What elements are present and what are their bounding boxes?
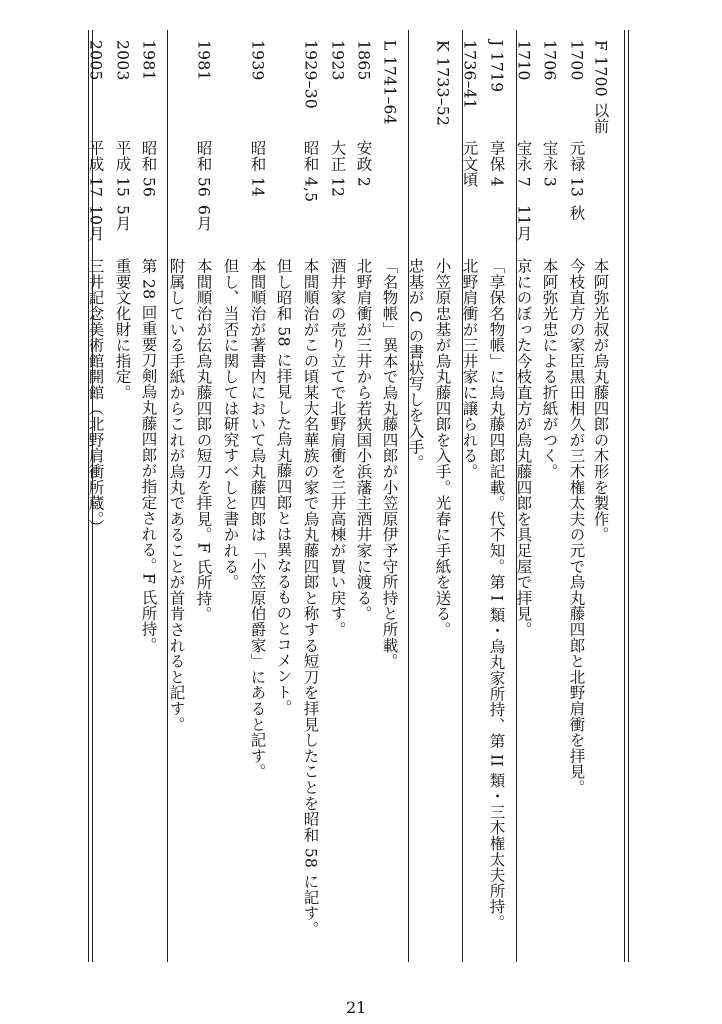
year-cell: K 1733–52 xyxy=(433,40,452,127)
event-text: 忠基が C の書状写しを入手。 xyxy=(406,258,425,471)
month-cell: 秋 xyxy=(567,205,586,221)
year-cell: L 1741–64 xyxy=(380,40,399,125)
era-cell: 享保 4 xyxy=(487,140,506,187)
event-text: 京にのぼった今枝直方が烏丸藤四郎を具足屋で拝見。 xyxy=(514,258,533,638)
event-text: 但し昭和 58 に拝見した烏丸藤四郎とは異なるものとコメント。 xyxy=(274,258,293,716)
year-cell: 2005 xyxy=(86,40,105,81)
era-cell: 宝永 3 xyxy=(540,140,559,187)
event-text: 重要文化財に指定。 xyxy=(113,258,132,401)
year-cell: 1981 xyxy=(139,40,158,81)
year-cell: 1865 xyxy=(354,40,373,81)
year-cell: 1939 xyxy=(248,40,267,81)
event-text: 本間順治が伝烏丸藤四郎の短刀を拝見。F 氏所持。 xyxy=(194,258,213,622)
event-text: 今枝直方の家臣黒田相久が三木権太夫の元で烏丸藤四郎と北野肩衝を拝見。 xyxy=(567,258,586,796)
event-text: 「名物帳」異本で烏丸藤四郎が小笠原伊予守所持と所載。 xyxy=(380,258,399,669)
year-cell: 1700 xyxy=(567,40,586,81)
page-number: 21 xyxy=(346,998,367,1017)
era-cell: 元禄 13 xyxy=(567,140,586,198)
era-cell: 昭和 56 xyxy=(139,140,158,198)
year-cell: 1710 xyxy=(514,40,533,81)
month-cell: 10月 xyxy=(86,205,105,242)
event-text: 本阿弥光忠による折紙がつく。 xyxy=(540,258,559,480)
era-cell: 宝永 7 xyxy=(514,140,533,187)
era-cell: 平成 17 xyxy=(86,140,105,198)
era-cell: 安政 2 xyxy=(354,140,373,187)
event-text: 但し、当否に関しては研究すべしと書かれる。 xyxy=(221,258,240,590)
event-text: 酒井家の売り立てで北野肩衝を三井高棟が買い戻す。 xyxy=(328,258,347,638)
month-cell: 5月 xyxy=(113,205,132,231)
event-text: 北野肩衝が三井家に譲られる。 xyxy=(460,258,479,480)
top-rule-outer xyxy=(628,30,629,962)
era-cell: 昭和 4,5 xyxy=(301,140,320,203)
event-text: 三井記念美術館開館（北野肩衝所蔵。） xyxy=(86,258,105,535)
month-cell: 11月 xyxy=(514,205,533,242)
event-text: 附属している手紙からこれが烏丸であることが首肯されると記す。 xyxy=(167,258,186,732)
year-cell: 1736–41 xyxy=(460,40,479,110)
event-text: 本阿弥光叔が烏丸藤四郎の木形を製作。 xyxy=(591,258,610,543)
era-cell: 元文頃 xyxy=(460,140,479,188)
separator-L xyxy=(408,30,409,962)
era-cell: 昭和 14 xyxy=(248,140,267,198)
event-text: 第 28 回重要刀剣烏丸藤四郎が指定される。F 氏所持。 xyxy=(139,258,158,653)
event-text: 小笠原忠基が烏丸藤四郎を入手。光春に手紙を送る。 xyxy=(433,258,452,638)
year-cell: 1981 xyxy=(194,40,213,81)
year-cell: 1706 xyxy=(540,40,559,81)
year-cell: F 1700 以前 xyxy=(591,40,610,134)
year-cell: 1929–30 xyxy=(301,40,320,110)
era-cell: 平成 15 xyxy=(113,140,132,198)
era-cell: 大正 12 xyxy=(328,140,347,198)
year-cell: 2003 xyxy=(113,40,132,81)
event-text: 「享保名物帳」に烏丸藤四郎記載。代不知。第 I 類・烏丸家所持、第 II 類・三木権太夫所持。 xyxy=(487,258,506,931)
era-cell: 昭和 56 xyxy=(194,140,213,198)
event-text: 本間順治が著書内において烏丸藤四郎は「小笠原伯爵家」にあると記す。 xyxy=(248,258,267,780)
year-cell: J 1719 xyxy=(487,40,506,93)
event-text: 本間順治がこの頃某大名華族の家で烏丸藤四郎と称する短刀を拝見したことを昭和 58 に記す。 xyxy=(301,258,320,937)
top-rule-inner xyxy=(624,30,625,962)
year-cell: 1923 xyxy=(328,40,347,81)
month-cell: 6月 xyxy=(194,205,213,231)
event-text: 北野肩衝が三井から若狭国小浜藩主酒井家に渡る。 xyxy=(354,258,373,622)
